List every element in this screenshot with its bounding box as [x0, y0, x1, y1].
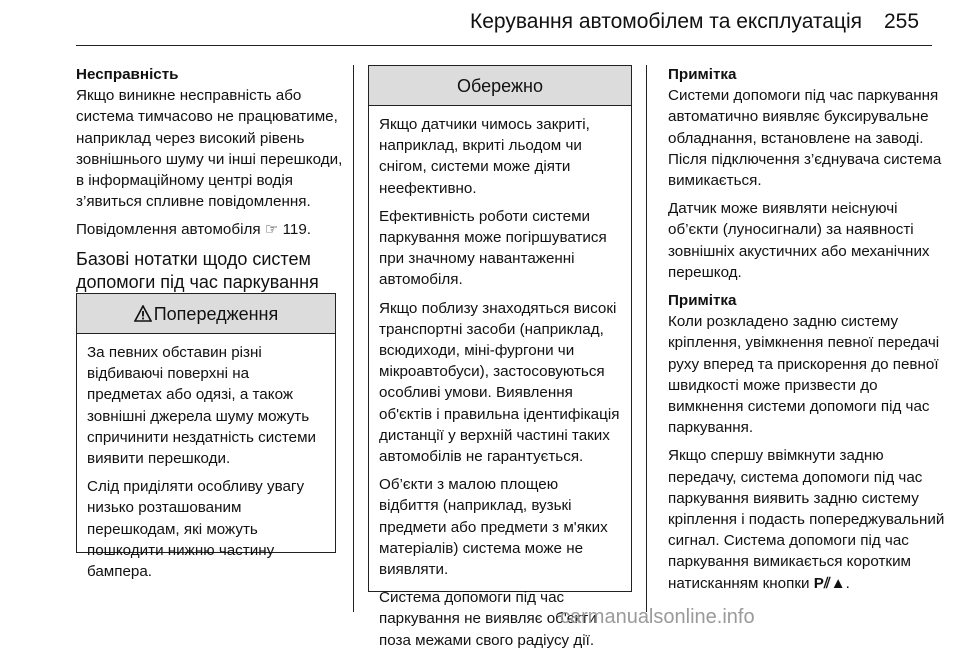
- caution-para-4: Об’єкти з малою площею відбиття (наприклад, вузькі предмети або предмети з м'яких матеріалів) система може не виявляти.: [379, 476, 608, 579]
- note-1-label: Примітка: [668, 66, 737, 83]
- caution-body: [369, 106, 631, 651]
- column-divider-1: [353, 65, 354, 612]
- warning-box: [76, 293, 336, 581]
- note-2-label: Примітка: [668, 292, 737, 310]
- section-fault: [76, 64, 348, 212]
- column-1: [76, 64, 348, 306]
- basic-notes-heading: Базові нотатки щодо систем допомоги під час паркування: [76, 248, 319, 292]
- reverse-gear-body: Якщо спершу ввімкнути задню передачу, система допомоги під час паркування виявить задню систему кріплення і подасть попереджувальний сигнал. Система допомоги під час паркування вимикається коротким натисканням кнопки: [668, 447, 945, 592]
- reverse-gear-text: Якщо спершу ввімкнути задню передачу, система допомоги під час паркування виявить задню систему кріплення і подасть попереджувальний сигнал. Система допомоги під час паркування вимикається коротким натисканням кнопки P⫽▲.: [668, 447, 945, 592]
- note-2: [668, 290, 950, 438]
- page-number: 255: [884, 10, 920, 33]
- note-1-text: Системи допомоги під час паркування автоматично виявляє буксирувальне обладнання, встановлене на заводі. Після підключення з’єднувача система вимикається.: [668, 87, 942, 190]
- note-1: [668, 64, 950, 191]
- warning-para-1: За певних обставин різні відбиваючі поверхні на предметах або одязі, а також зовнішні джерела шуму можуть спричинити нездатність системи виявити перешкоди.: [87, 344, 317, 468]
- column-divider-2: [646, 65, 647, 612]
- warning-para-2: Слід приділяти особливу увагу низько розташованим перешкодам, які можуть пошкодити нижню частину бампера.: [87, 478, 305, 581]
- fault-text: Якщо виникне несправність або система тимчасово не працюватиме, наприклад через високий рівень зовнішнього шуму чи інші перешкоди, в інформаційному центрі водія з’явиться спливне повідомлення.: [76, 87, 343, 211]
- false-echo-text: Датчик може виявляти неіснуючі об’єкти (луносигнали) за наявності зовнішніх акустичних або механічних перешкод.: [668, 200, 930, 281]
- caution-para-2: Ефективність роботи системи паркування може погіршуватися при значному навантаженні автомобіля.: [379, 207, 607, 289]
- park-assist-button-icon: P⫽▲: [813, 574, 846, 592]
- warning-title: Попередження: [153, 304, 279, 324]
- warning-header: [77, 294, 335, 334]
- caution-box: [368, 65, 632, 649]
- note-2-text: Коли розкладено задню систему кріплення, увімкнення певної передачі руху вперед та прискорення до певної швидкості може призвести до вимкнення системи допомоги під час паркування.: [668, 313, 940, 437]
- fault-heading: Несправність: [76, 66, 179, 83]
- warning-triangle-icon: [134, 305, 152, 322]
- warning-body: [77, 334, 335, 582]
- header-rule: [76, 45, 932, 46]
- caution-header: [369, 66, 631, 106]
- vehicle-messages-ref: Повідомлення автомобіля ☞ 119.: [76, 221, 312, 239]
- caution-title: Обережно: [457, 76, 543, 96]
- column-3: [668, 64, 950, 601]
- caution-para-5: Система допомоги під час паркування не виявляє об'єкти поза межами свого радіусу дії.: [379, 589, 597, 649]
- page-header-title: Керування автомобілем та експлуатація: [470, 10, 863, 33]
- caution-para-1: Якщо датчики чимось закриті, наприклад, вкриті льодом чи снігом, системи може діяти неефективно.: [379, 116, 590, 197]
- caution-para-3: Якщо поблизу знаходяться високі транспортні засоби (наприклад, всюдиходи, міні-фургони чи мікроавтобуси), застосовуються особливі умови. Виявлення об'єктів і правильна ідентифікація дистанції у верхній частині таких автомобілів не гарантується.: [379, 299, 620, 466]
- watermark: carmanualsonline.info: [560, 606, 755, 628]
